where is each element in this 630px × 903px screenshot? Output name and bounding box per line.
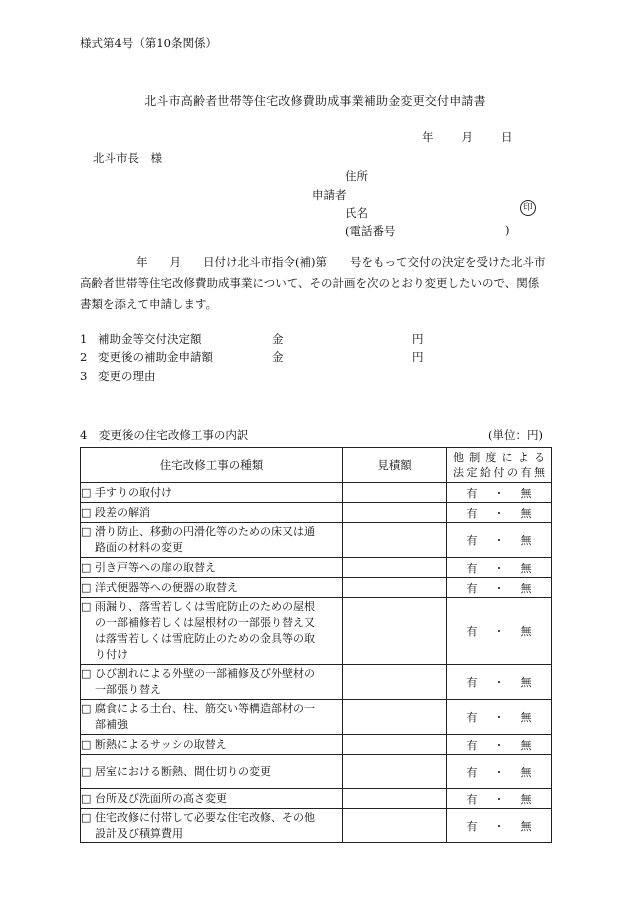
- estimate-cell[interactable]: [343, 809, 447, 843]
- body-year: 年: [136, 255, 148, 269]
- work-type-line: 腐食による土台、柱、筋交い等構造部材の一: [95, 702, 315, 715]
- table-row: [81, 523, 552, 558]
- table-row: [81, 809, 552, 843]
- item-label: 変更の理由: [98, 369, 156, 383]
- table-row: [81, 665, 552, 700]
- option-yes[interactable]: 有: [466, 561, 478, 575]
- option-yes[interactable]: 有: [466, 581, 478, 595]
- work-type-line: ひび割れによる外壁の一部補修及び外壁材の: [95, 667, 315, 680]
- work-type-cell: [81, 735, 343, 755]
- checkbox-icon[interactable]: □: [81, 600, 92, 613]
- estimate-cell[interactable]: [343, 735, 447, 755]
- work-type-label: [95, 666, 342, 698]
- option-no[interactable]: 無: [520, 625, 532, 638]
- submission-date: [422, 129, 513, 145]
- checkbox-icon[interactable]: □: [81, 791, 92, 805]
- table-row: [81, 503, 552, 523]
- estimate-cell[interactable]: [343, 755, 447, 789]
- other-benefit-cell: [447, 735, 552, 755]
- option-separator: ・: [493, 581, 505, 595]
- work-type-line: 引き戸等への扉の取替え: [95, 560, 216, 574]
- work-type-line: 路面の材料の変更: [95, 541, 183, 554]
- estimate-cell[interactable]: [343, 578, 447, 598]
- checkbox-icon[interactable]: □: [81, 764, 92, 778]
- document-title: 北斗市高齢者世帯等住宅改修費助成事業補助金変更交付申請書: [144, 94, 486, 108]
- work-type-line: 台所及び洗面所の高さ変更: [95, 791, 227, 805]
- option-yes[interactable]: 有: [466, 738, 478, 752]
- option-separator: ・: [493, 676, 505, 689]
- work-type-line: り付け: [95, 648, 128, 661]
- work-type-line: は落雪若しくは雪庇防止のための金具等の取: [95, 632, 315, 645]
- work-type-label: [95, 580, 342, 596]
- summary-item: [80, 349, 424, 365]
- option-no[interactable]: 無: [520, 534, 532, 547]
- option-no[interactable]: 無: [520, 581, 532, 595]
- header-other-benefit: [447, 448, 552, 483]
- table-row: [81, 755, 552, 789]
- table-row: [81, 735, 552, 755]
- option-yes[interactable]: 有: [466, 819, 478, 833]
- table-row: [81, 700, 552, 735]
- work-type-line: の一部補修若しくは屋根材の一部張り替え又: [95, 616, 315, 629]
- unit-label: (単位：円): [488, 428, 543, 442]
- work-type-cell: [81, 483, 343, 503]
- other-benefit-cell: [447, 665, 552, 700]
- item-number: 1: [80, 332, 88, 346]
- estimate-cell[interactable]: [343, 665, 447, 700]
- date-month: 月: [461, 130, 473, 144]
- other-benefit-cell: [447, 503, 552, 523]
- option-no[interactable]: 無: [520, 676, 532, 689]
- option-no[interactable]: 無: [520, 506, 532, 520]
- option-separator: ・: [493, 792, 505, 806]
- body-text: 日付け北斗市指令(補)第 号をもって交付の決定を受けた北斗市高齢者世帯等住宅改修費助成事業について、その計画を次のとおり変更したいので、関係書類を添えて申請します。: [80, 255, 546, 311]
- estimate-cell[interactable]: [343, 483, 447, 503]
- checkbox-icon[interactable]: □: [81, 580, 92, 594]
- work-type-line: 設計及び積算費用: [95, 826, 183, 840]
- estimate-cell[interactable]: [343, 598, 447, 665]
- work-type-label: [95, 524, 342, 556]
- item-yen: 円: [412, 332, 424, 346]
- work-type-line: 手すりの取付け: [95, 485, 172, 499]
- work-type-line: 居室における断熱、間仕切りの変更: [95, 764, 271, 778]
- table-row: [81, 598, 552, 665]
- addressee: 北斗市長 様: [93, 151, 162, 165]
- work-type-cell: [81, 523, 343, 558]
- item-label: 補助金等交付決定額: [98, 332, 202, 346]
- header-other-line2: 法定給付の有無: [453, 466, 545, 479]
- header-work-type: 住宅改修工事の種類: [81, 448, 343, 483]
- address-label: 住所: [345, 169, 368, 183]
- option-yes[interactable]: 有: [466, 534, 478, 547]
- work-type-cell: [81, 755, 343, 789]
- option-separator: ・: [493, 738, 505, 752]
- phone-label: (電話番号: [345, 224, 396, 238]
- work-type-label: [95, 701, 342, 733]
- option-separator: ・: [493, 625, 505, 638]
- other-benefit-cell: [447, 789, 552, 809]
- checkbox-icon[interactable]: □: [81, 702, 92, 715]
- estimate-cell[interactable]: [343, 523, 447, 558]
- checkbox-icon[interactable]: □: [81, 560, 92, 574]
- form-number: 様式第4号（第10条関係）: [80, 36, 217, 50]
- applicant-label: 申請者: [312, 188, 347, 202]
- work-type-line: 断熱によるサッシの取替え: [95, 737, 227, 751]
- option-separator: ・: [493, 561, 505, 575]
- body-month: 月: [169, 255, 181, 269]
- work-type-cell: [81, 700, 343, 735]
- phone-close-paren: ): [505, 223, 510, 237]
- option-separator: ・: [493, 711, 505, 724]
- work-type-line: 雨漏り、落雪若しくは雪庇防止のための屋根: [95, 600, 315, 613]
- option-separator: ・: [493, 506, 505, 520]
- work-type-label: [95, 505, 342, 521]
- work-type-line: 段差の解消: [95, 505, 150, 519]
- option-no[interactable]: 無: [520, 561, 532, 575]
- work-type-cell: [81, 809, 343, 843]
- work-type-line: 洋式便器等への便器の取替え: [95, 580, 238, 594]
- work-type-label: [95, 791, 342, 807]
- option-yes[interactable]: 有: [466, 676, 478, 689]
- work-type-cell: [81, 789, 343, 809]
- option-yes[interactable]: 有: [466, 486, 478, 500]
- work-type-cell: [81, 558, 343, 578]
- option-no[interactable]: 無: [520, 792, 532, 806]
- name-label: 氏名: [345, 206, 368, 220]
- option-no[interactable]: 無: [520, 819, 532, 833]
- work-type-label: [95, 810, 342, 842]
- option-yes[interactable]: 有: [466, 625, 478, 638]
- item-number: 3: [80, 369, 88, 383]
- option-yes[interactable]: 有: [466, 711, 478, 724]
- option-separator: ・: [493, 534, 505, 547]
- other-benefit-cell: [447, 809, 552, 843]
- option-yes[interactable]: 有: [466, 765, 478, 779]
- other-benefit-cell: [447, 700, 552, 735]
- table-row: [81, 578, 552, 598]
- other-benefit-cell: [447, 578, 552, 598]
- other-benefit-cell: [447, 755, 552, 789]
- option-separator: ・: [493, 819, 505, 833]
- work-type-label: [95, 599, 342, 663]
- table-header-row: [81, 448, 552, 483]
- checkbox-icon[interactable]: □: [81, 485, 92, 499]
- option-no[interactable]: 無: [520, 765, 532, 779]
- other-benefit-cell: [447, 558, 552, 578]
- work-type-label: [95, 560, 342, 576]
- work-type-cell: [81, 503, 343, 523]
- work-type-line: 住宅改修に付帯して必要な住宅改修、その他: [95, 810, 315, 824]
- header-other-line1: 他制度による: [453, 451, 545, 464]
- other-benefit-cell: [447, 483, 552, 503]
- checkbox-icon[interactable]: □: [81, 737, 92, 751]
- option-no[interactable]: 無: [520, 738, 532, 752]
- table-row: [81, 483, 552, 503]
- date-day: 日: [501, 130, 513, 144]
- option-yes[interactable]: 有: [466, 506, 478, 520]
- item-label: 変更後の補助金申請額: [98, 350, 213, 364]
- work-type-line: 一部張り替え: [95, 683, 161, 696]
- table-row: [81, 789, 552, 809]
- application-body: [80, 252, 550, 315]
- work-type-cell: [81, 598, 343, 665]
- work-type-line: 滑り防止、移動の円滑化等のための床又は通: [95, 525, 315, 538]
- work-type-line: 部補強: [95, 718, 128, 731]
- work-type-label: [95, 764, 342, 780]
- item-kin: 金: [272, 350, 284, 364]
- item-number: 2: [80, 350, 88, 364]
- summary-item: [80, 331, 424, 347]
- checkbox-icon[interactable]: □: [81, 525, 92, 538]
- work-type-cell: [81, 665, 343, 700]
- option-no[interactable]: 無: [520, 486, 532, 500]
- checkbox-icon[interactable]: □: [81, 667, 92, 680]
- estimate-cell[interactable]: [343, 558, 447, 578]
- section4-title: 4 変更後の住宅改修工事の内訳: [80, 428, 249, 442]
- option-separator: ・: [493, 486, 505, 500]
- item-kin: 金: [272, 332, 284, 346]
- work-type-cell: [81, 578, 343, 598]
- option-yes[interactable]: 有: [466, 792, 478, 806]
- estimate-cell[interactable]: [343, 700, 447, 735]
- work-type-label: [95, 485, 342, 501]
- other-benefit-cell: [447, 523, 552, 558]
- option-separator: ・: [493, 765, 505, 779]
- header-estimate: 見積額: [343, 448, 447, 483]
- item-yen: 円: [412, 350, 424, 364]
- seal-mark: 印: [520, 200, 536, 216]
- work-breakdown-table: [80, 447, 552, 843]
- summary-item: [80, 368, 156, 384]
- checkbox-icon[interactable]: □: [81, 505, 92, 519]
- option-no[interactable]: 無: [520, 711, 532, 724]
- date-year: 年: [422, 130, 434, 144]
- table-row: [81, 558, 552, 578]
- estimate-cell[interactable]: [343, 503, 447, 523]
- work-type-label: [95, 737, 342, 753]
- estimate-cell[interactable]: [343, 789, 447, 809]
- other-benefit-cell: [447, 598, 552, 665]
- checkbox-icon[interactable]: □: [81, 810, 92, 824]
